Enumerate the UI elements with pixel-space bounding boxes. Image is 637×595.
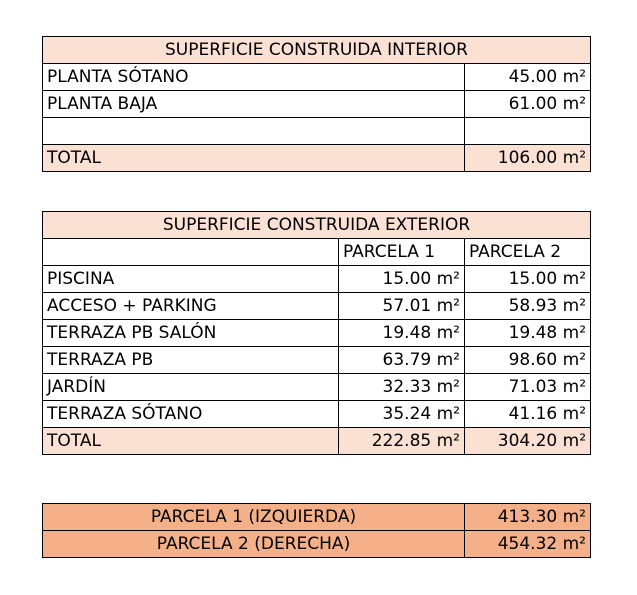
- exterior-header-row: [43, 212, 591, 239]
- summary-value-parcela-1: 413.30 m²: [465, 504, 591, 531]
- interior-row-value: 45.00 m²: [465, 64, 591, 91]
- table-row: [43, 320, 591, 347]
- interior-row-label: [43, 118, 465, 145]
- exterior-row-p1: 63.79 m²: [339, 347, 465, 374]
- exterior-title: SUPERFICIE CONSTRUIDA EXTERIOR: [43, 212, 591, 239]
- exterior-row-p2: 71.03 m²: [465, 374, 591, 401]
- exterior-row-p1: 19.48 m²: [339, 320, 465, 347]
- exterior-column-header-row: [43, 239, 591, 266]
- exterior-row-label: JARDÍN: [43, 374, 339, 401]
- exterior-row-label: ACCESO + PARKING: [43, 293, 339, 320]
- summary-row: [43, 531, 591, 558]
- table-row: [43, 91, 591, 118]
- summary-value-parcela-2: 454.32 m²: [465, 531, 591, 558]
- table-row: [43, 293, 591, 320]
- exterior-row-label: TERRAZA SÓTANO: [43, 401, 339, 428]
- interior-total-value: 106.00 m²: [465, 145, 591, 172]
- exterior-row-p1: 32.33 m²: [339, 374, 465, 401]
- exterior-row-label: TERRAZA PB: [43, 347, 339, 374]
- exterior-total-label: TOTAL: [43, 428, 339, 455]
- table-row: [43, 347, 591, 374]
- interior-table: [42, 36, 591, 172]
- exterior-row-p2: 19.48 m²: [465, 320, 591, 347]
- table-row: [43, 266, 591, 293]
- exterior-total-p1: 222.85 m²: [339, 428, 465, 455]
- exterior-row-p1: 35.24 m²: [339, 401, 465, 428]
- table-row: [43, 374, 591, 401]
- table-row: [43, 64, 591, 91]
- exterior-total-row: [43, 428, 591, 455]
- exterior-row-p1: 15.00 m²: [339, 266, 465, 293]
- table-row: [43, 118, 591, 145]
- exterior-total-p2: 304.20 m²: [465, 428, 591, 455]
- interior-header-row: [43, 37, 591, 64]
- exterior-row-label: PISCINA: [43, 266, 339, 293]
- exterior-row-p2: 58.93 m²: [465, 293, 591, 320]
- column-header-parcela-2: PARCELA 2: [465, 239, 591, 266]
- exterior-row-p2: 98.60 m²: [465, 347, 591, 374]
- interior-row-value: 61.00 m²: [465, 91, 591, 118]
- exterior-row-p2: 15.00 m²: [465, 266, 591, 293]
- interior-row-value: [465, 118, 591, 145]
- summary-row: [43, 504, 591, 531]
- interior-total-row: [43, 145, 591, 172]
- exterior-row-p2: 41.16 m²: [465, 401, 591, 428]
- summary-label-parcela-1: PARCELA 1 (IZQUIERDA): [43, 504, 465, 531]
- exterior-table: [42, 211, 591, 455]
- exterior-row-p1: 57.01 m²: [339, 293, 465, 320]
- exterior-row-label: TERRAZA PB SALÓN: [43, 320, 339, 347]
- interior-row-label: PLANTA SÓTANO: [43, 64, 465, 91]
- interior-title: SUPERFICIE CONSTRUIDA INTERIOR: [43, 37, 591, 64]
- summary-label-parcela-2: PARCELA 2 (DERECHA): [43, 531, 465, 558]
- interior-row-label: PLANTA BAJA: [43, 91, 465, 118]
- exterior-blank-header: [43, 239, 339, 266]
- table-row: [43, 401, 591, 428]
- summary-table: [42, 503, 591, 558]
- interior-total-label: TOTAL: [43, 145, 465, 172]
- column-header-parcela-1: PARCELA 1: [339, 239, 465, 266]
